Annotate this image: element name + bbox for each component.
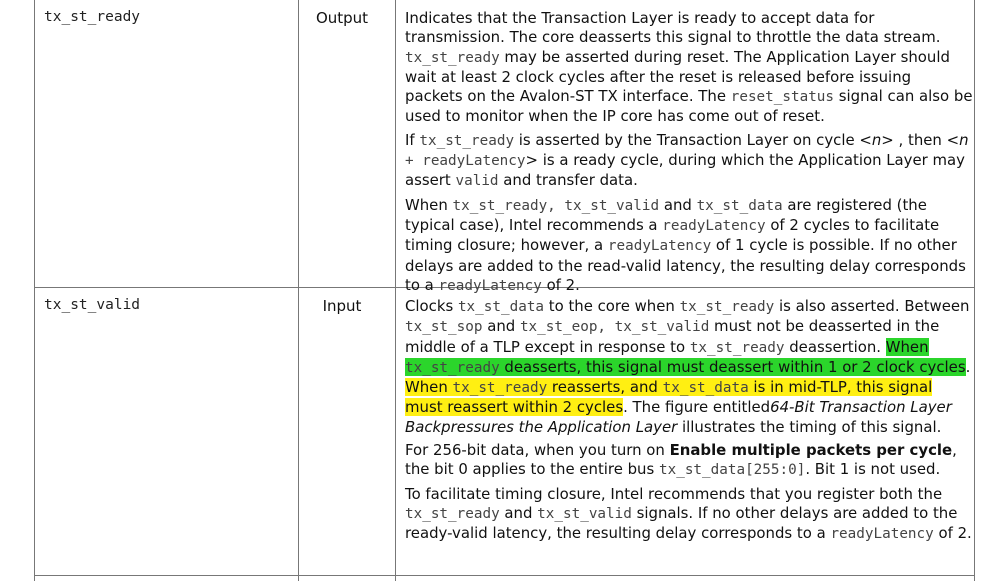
description-paragraph: When tx_st_ready, tx_st_valid and tx_st_data are registered (the typical case), Intel recommends a readyLatency of 2 cycles to facilitate timing closure; however, a readyLatency of 1 cycle is possible. If no other delays are added to the read-valid latency, the resulting delay corresponds to a readyLatency of 2. — [405, 195, 966, 294]
green-highlight: When tx_st_ready deasserts, this signal must deassert within 1 or 2 clock cycles — [405, 337, 966, 376]
column-divider — [395, 0, 396, 581]
description-paragraph: Clocks tx_st_data to the core when tx_st_ready is also asserted. Between tx_st_sop and tx_st_eop, tx_st_valid must not be deasserted in the middle of a TLP except in response to tx_st_ready deassertion. When tx_st_ready deasserts, this signal must deassert within 1 or 2 clock cycles. When tx_st_ready reasserts, and tx_st_data is in mid-TLP, this signal must reassert within 2 cycles. The figure entitled64-Bit Transaction Layer Backpressures the Application Layer illustrates the timing of this signal. — [405, 297, 971, 436]
description-paragraph: Indicates that the Transaction Layer is ready to accept data for transmission. The core deasserts this signal to throttle the data stream. tx_st_ready may be asserted during reset. The Application Layer should wait at least 2 clock cycles after the reset is released before issuing packets on the Avalon-ST TX interface. The reset_status signal can also be used to monitor when the IP core has come out of reset. — [405, 9, 973, 126]
signal-direction: Output — [315, 9, 369, 27]
signal-description — [405, 297, 973, 545]
table-border-left — [34, 0, 35, 581]
signal-name: tx_st_ready — [44, 9, 141, 25]
yellow-highlight: When tx_st_ready reasserts, and tx_st_data is in mid-TLP, this signal must reassert within 2 cycles — [405, 378, 933, 417]
signal-direction: Input — [322, 297, 362, 315]
signal-description — [405, 9, 973, 296]
signal-name: tx_st_valid — [44, 297, 141, 313]
row-divider — [34, 575, 975, 576]
description-paragraph: For 256-bit data, when you turn on Enable multiple packets per cycle, the bit 0 applies to the entire bus tx_st_data[255:0]. Bit 1 is not used. — [405, 441, 957, 479]
description-paragraph: To facilitate timing closure, Intel recommends that you register both the tx_st_ready and tx_st_valid signals. If no other delays are added to the ready-valid latency, the resulting delay corresponds to a readyLatency of 2. — [405, 484, 972, 543]
column-divider — [298, 0, 299, 581]
description-paragraph: If tx_st_ready is asserted by the Transaction Layer on cycle <n> , then <n + readyLatency> is a ready cycle, during which the Application Layer may assert valid and transfer data. — [405, 130, 969, 190]
table-border-right — [974, 0, 975, 581]
